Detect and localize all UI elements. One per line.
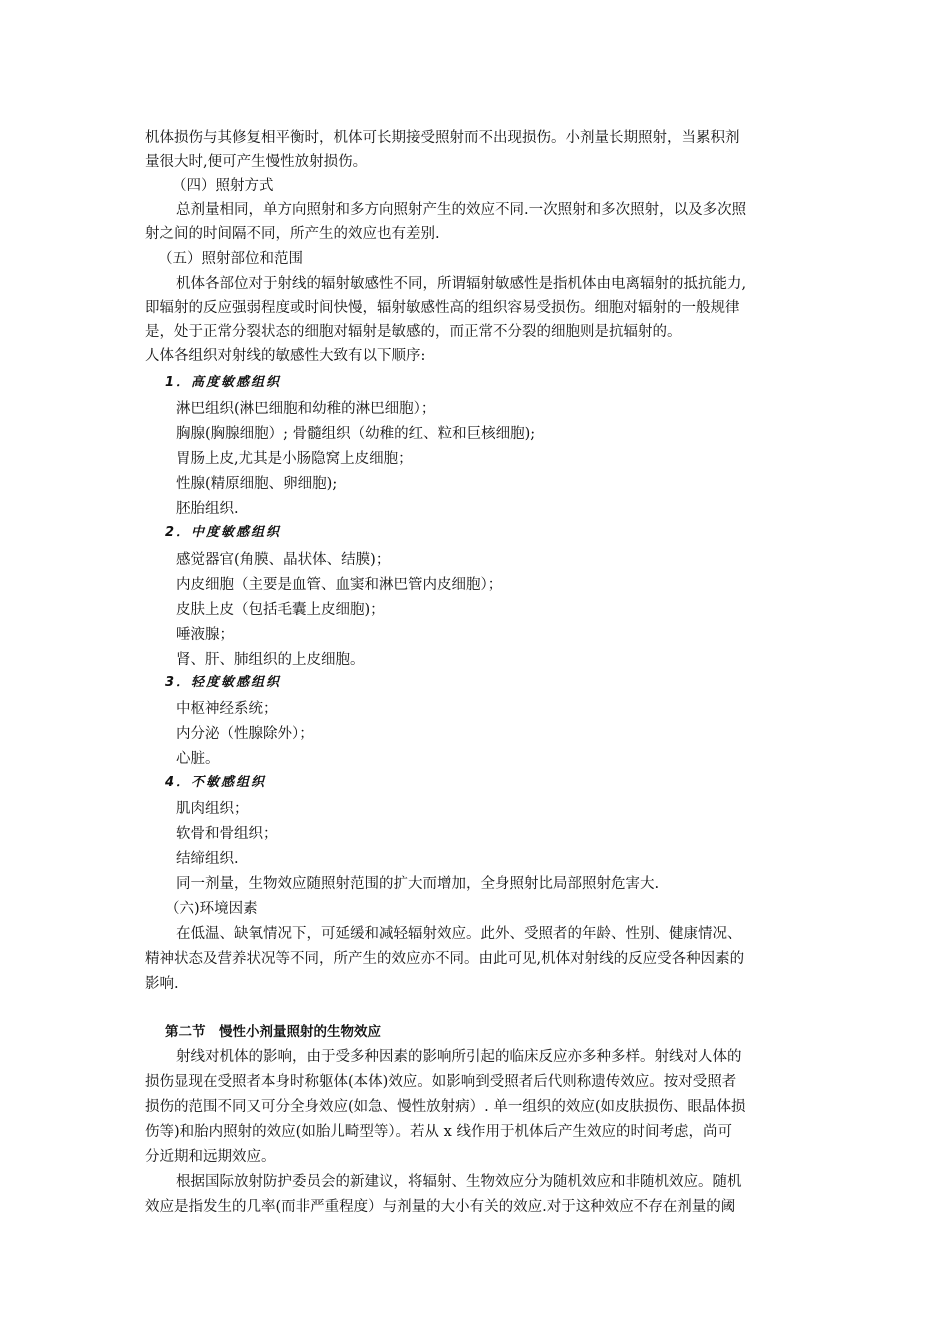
paragraph-line: 即辐射的反应强弱程度或时间快慢，辐射敏感性高的组织容易受损伤。细胞对辐射的一般规律 — [145, 300, 740, 316]
list-item: 内皮细胞（主要是血管、血窦和淋巴管内皮细胞）； — [176, 577, 503, 593]
paragraph-line: 人体各组织对射线的敏感性大致有以下顺序: — [145, 348, 426, 364]
list-item: 肾、肝、肺组织的上皮细胞。 — [176, 652, 365, 668]
list-item: 内分泌（性腺除外）； — [176, 726, 314, 742]
paragraph-line: 损伤显现在受照者本身时称躯体(本体)效应。如影响到受照者后代则称遗传效应。按对受照者 — [145, 1074, 737, 1090]
paragraph-line: 量很大时,便可产生慢性放射损伤。 — [145, 154, 368, 170]
list-item: 唾液腺； — [176, 627, 234, 643]
paragraph-line: 分近期和远期效应。 — [145, 1149, 276, 1165]
list-heading: 2．中度敏感组织 — [165, 525, 282, 540]
paragraph-line: 影响. — [145, 976, 179, 992]
list-item: 淋巴组织(淋巴细胞和幼稚的淋巴细胞）； — [176, 401, 436, 417]
paragraph-line: 射线对机体的影响，由于受多种因素的影响所引起的临床反应亦多种多样。射线对人体的 — [176, 1049, 742, 1065]
list-item: 皮肤上皮（包括毛囊上皮细胞)； — [176, 602, 385, 618]
list-item: 中枢神经系统； — [176, 701, 278, 717]
list-heading: 4．不敏感组织 — [165, 775, 267, 790]
paragraph-line: 总剂量相同，单方向照射和多方向照射产生的效应不同.一次照射和多次照射，以及多次照 — [176, 202, 747, 218]
subsection-heading: （五）照射部位和范围 — [158, 251, 303, 267]
list-item: 心脏。 — [176, 751, 220, 767]
paragraph-line: 同一剂量，生物效应随照射范围的扩大而增加，全身照射比局部照射危害大. — [176, 876, 660, 892]
paragraph-line: 机体各部位对于射线的辐射敏感性不同，所谓辐射敏感性是指机体由电离辐射的抵抗能力, — [176, 276, 747, 292]
paragraph-line: 射之间的时间隔不同，所产生的效应也有差别. — [145, 226, 440, 242]
subsection-heading: （四）照射方式 — [172, 178, 274, 194]
paragraph-line: 根据国际放射防护委员会的新建议，将辐射、生物效应分为随机效应和非随机效应。随机 — [176, 1174, 742, 1190]
paragraph-line: 是，处于正常分裂状态的细胞对辐射是敏感的，而正常不分裂的细胞则是抗辐射的。 — [145, 324, 682, 340]
list-item: 胚胎组织. — [176, 501, 239, 517]
paragraph-line: 精神状态及营养状况等不同，所产生的效应亦不同。由此可见,机体对射线的反应受各种因素的 — [145, 951, 745, 967]
list-item: 胸腺(胸腺细胞）; 骨髓组织（幼稚的红、粒和巨核细胞); — [176, 426, 536, 442]
paragraph-line: 在低温、缺氧情况下，可延缓和减轻辐射效应。此外、受照者的年龄、性别、健康情况、 — [176, 926, 742, 942]
list-item: 胃肠上皮,尤其是小肠隐窝上皮细胞； — [176, 451, 413, 467]
paragraph-line: 效应是指发生的几率(而非严重程度）与剂量的大小有关的效应.对于这种效应不存在剂量的阈 — [145, 1199, 736, 1215]
list-item: 性腺(精原细胞、卵细胞); — [176, 476, 338, 492]
list-heading: 3．轻度敏感组织 — [165, 675, 282, 690]
list-item: 软骨和骨组织； — [176, 826, 278, 842]
list-item: 肌肉组织； — [176, 801, 249, 817]
paragraph-line: 机体损伤与其修复相平衡时，机体可长期接受照射而不出现损伤。小剂量长期照射，当累积剂 — [145, 130, 740, 146]
subsection-heading: （六)环境因素 — [165, 901, 258, 917]
section-heading: 第二节 慢性小剂量照射的生物效应 — [165, 1024, 381, 1040]
list-item: 感觉器官(角膜、晶状体、结膜)； — [176, 552, 391, 568]
list-heading: 1．高度敏感组织 — [165, 375, 282, 390]
paragraph-line: 伤等)和胎内照射的效应(如胎儿畸型等）。若从 x 线作用于机体后产生效应的时间考虑，尚可 — [145, 1124, 732, 1140]
list-item: 结缔组织. — [176, 851, 239, 867]
paragraph-line: 损伤的范围不同又可分全身效应(如急、慢性放射病）. 单一组织的效应(如皮肤损伤、眼晶体损 — [145, 1099, 746, 1115]
